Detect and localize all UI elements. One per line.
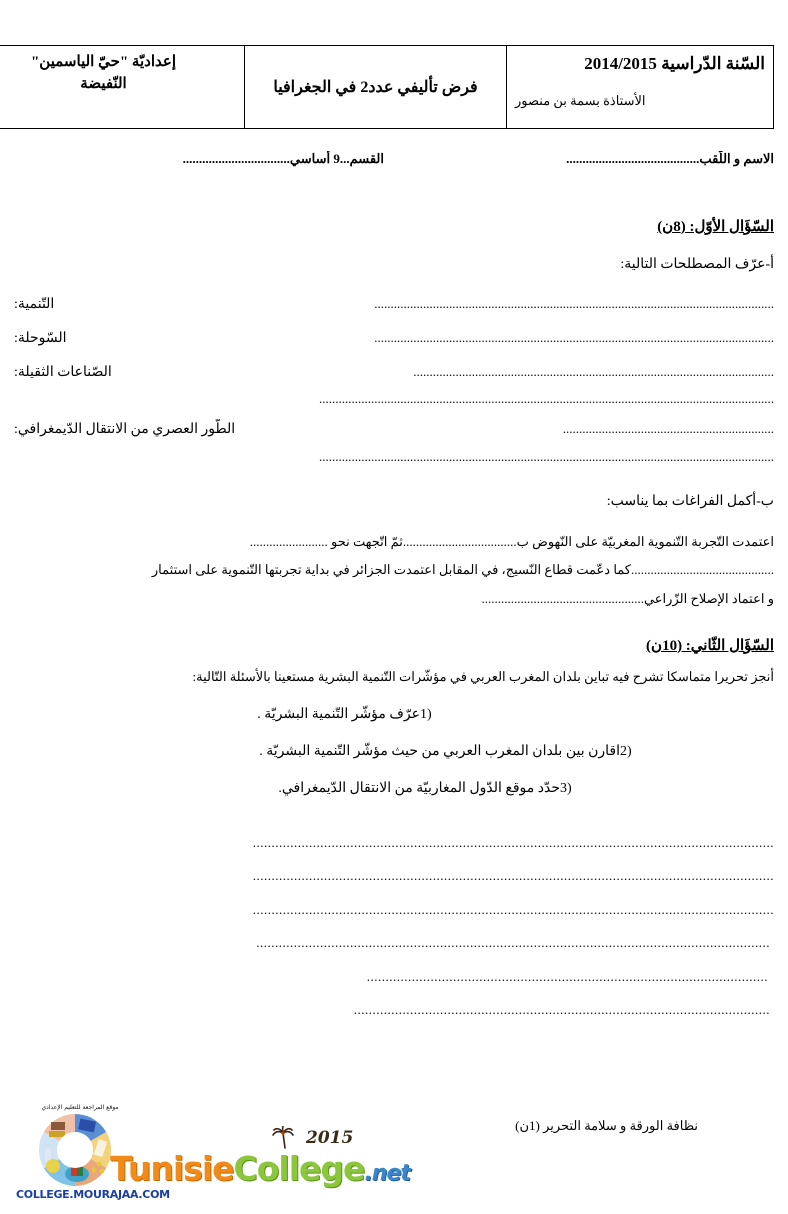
list-item bbox=[14, 743, 774, 760]
question1-title: السّؤَال الأوّل: (8ن) bbox=[657, 219, 774, 235]
term-row-3 bbox=[14, 362, 774, 384]
term-row-1 bbox=[14, 294, 774, 316]
subject-title-text: فرض تأليفي عدد2 في الجغرافيا bbox=[273, 78, 478, 96]
question1-part-b-label: ب-أكمل الفراغات بما يناسب: bbox=[606, 494, 774, 510]
student-class-field[interactable]: القسم...9 أساسي................................. bbox=[182, 151, 384, 166]
item-number-2: 2) bbox=[620, 743, 632, 759]
item-text-2: اقارن بين بلدان المغرب العربي من حيث مؤشّر التّنمية البشريّة . bbox=[259, 743, 620, 759]
term-label-3: الصّناعات الثقيلة: bbox=[14, 364, 112, 380]
fill-blank-line-1[interactable]: اعتمدت التّجربة التّنموية المغربيّة على النّهوض ب...................................ثمّ اتّجهت نحو ........................ bbox=[249, 533, 774, 549]
brand-year-text: 2015 bbox=[306, 1128, 354, 1148]
mourajaa-logo[interactable] bbox=[16, 1104, 170, 1212]
fill-blank-line-2[interactable]: ............................................كما دعّمت قطاع النّسيج، في المقابل اعتمدت الجزائر في بداية تجربتها التّنموية على استثمار bbox=[151, 562, 774, 578]
term-dots-extra-2[interactable]: ............................................................................................................................................ bbox=[319, 449, 774, 465]
answer-line-3[interactable]: ........................................................................................................................................... bbox=[252, 901, 774, 917]
brand-word-college: College bbox=[233, 1149, 365, 1188]
exam-page bbox=[0, 45, 788, 1214]
brand-word-net: .net bbox=[364, 1161, 410, 1186]
list-item bbox=[14, 780, 774, 797]
page-footer bbox=[0, 1104, 788, 1214]
school-year-text: السّنة الدّراسية 2014/2015 bbox=[584, 54, 765, 73]
term-row-2 bbox=[14, 328, 774, 350]
answer-lines-block bbox=[14, 833, 774, 1020]
item-text-1: عرّف مؤشّر التّنمية البشريّة . bbox=[257, 706, 420, 722]
logo-url-text: COLLEGE.MOURAJAA.COM bbox=[16, 1188, 170, 1201]
term-dots-1[interactable]: ........................................................................................................................... bbox=[374, 296, 774, 312]
footer-note-text: نظافة الورقة و سلامة التحرير (1ن) bbox=[515, 1118, 698, 1133]
table-row bbox=[0, 46, 774, 129]
answer-line-1[interactable]: ........................................................................................................................................... bbox=[252, 834, 774, 850]
term-dots-extra-1[interactable]: ............................................................................................................................................ bbox=[319, 391, 774, 407]
answer-line-5[interactable]: ........................................................................................................... bbox=[366, 968, 768, 984]
student-name-field[interactable]: الاسم و اللّقب......................................... bbox=[566, 151, 774, 166]
answer-line-6[interactable]: ............................................................................................................... bbox=[353, 1002, 770, 1018]
tunisiecollege-brand bbox=[110, 1128, 440, 1198]
header-cell-year bbox=[507, 46, 774, 129]
student-identity-row bbox=[14, 151, 774, 173]
item-number-3: 3) bbox=[560, 780, 572, 796]
school-name-text: إعداديّة "حيّ الياسمين" bbox=[30, 54, 176, 70]
exam-header-table bbox=[0, 45, 774, 129]
brand-word-tunisie: Tunisie bbox=[110, 1149, 234, 1188]
item-text-3: حدّد موقع الدّول المغاربيّة من الانتقال الدّيمغرافي. bbox=[278, 780, 560, 796]
list-item bbox=[14, 706, 774, 723]
term-dots-3[interactable]: ............................................................................................................... bbox=[413, 363, 774, 379]
item-number-1: 1) bbox=[420, 706, 432, 722]
logo-arc-text: موقع المراجعة للتعليم الإعدادي bbox=[41, 1104, 119, 1111]
answer-line-4[interactable]: ......................................................................................................................................... bbox=[256, 935, 770, 951]
school-city-text: النّفيضة bbox=[80, 75, 127, 92]
term-row-4 bbox=[14, 419, 774, 441]
fill-blank-line-3[interactable]: و اعتماد الإصلاح الزّراعي.................................................. bbox=[481, 591, 774, 607]
question2-item-list bbox=[14, 706, 774, 797]
answer-line-2[interactable]: ........................................................................................................................................... bbox=[252, 868, 774, 884]
term-label-1: التّنمية: bbox=[14, 297, 55, 313]
term-dots-2[interactable]: ........................................................................................................................... bbox=[374, 330, 774, 346]
term-label-4: الطّور العصري من الانتقال الدّيمغرافي: bbox=[14, 422, 236, 438]
header-cell-school bbox=[0, 46, 245, 129]
question2-title: السّؤَال الثّاني: (10ن) bbox=[646, 637, 774, 654]
teacher-name-text: الأستاذة بسمة بن منصور bbox=[515, 92, 646, 108]
header-cell-subject bbox=[245, 46, 507, 129]
question1-part-a-label: أ-عرّف المصطلحات التالية: bbox=[620, 257, 774, 272]
term-label-2: السّوحلة: bbox=[14, 331, 67, 347]
term-dots-4[interactable]: ................................................................. bbox=[562, 421, 774, 437]
question2-prompt: أنجز تحريرا متماسكا تشرح فيه تباين بلدان المغرب العربي في مؤشّرات التّنمية البشرية مستعينا بالأسئلة التّالية: bbox=[192, 668, 774, 684]
